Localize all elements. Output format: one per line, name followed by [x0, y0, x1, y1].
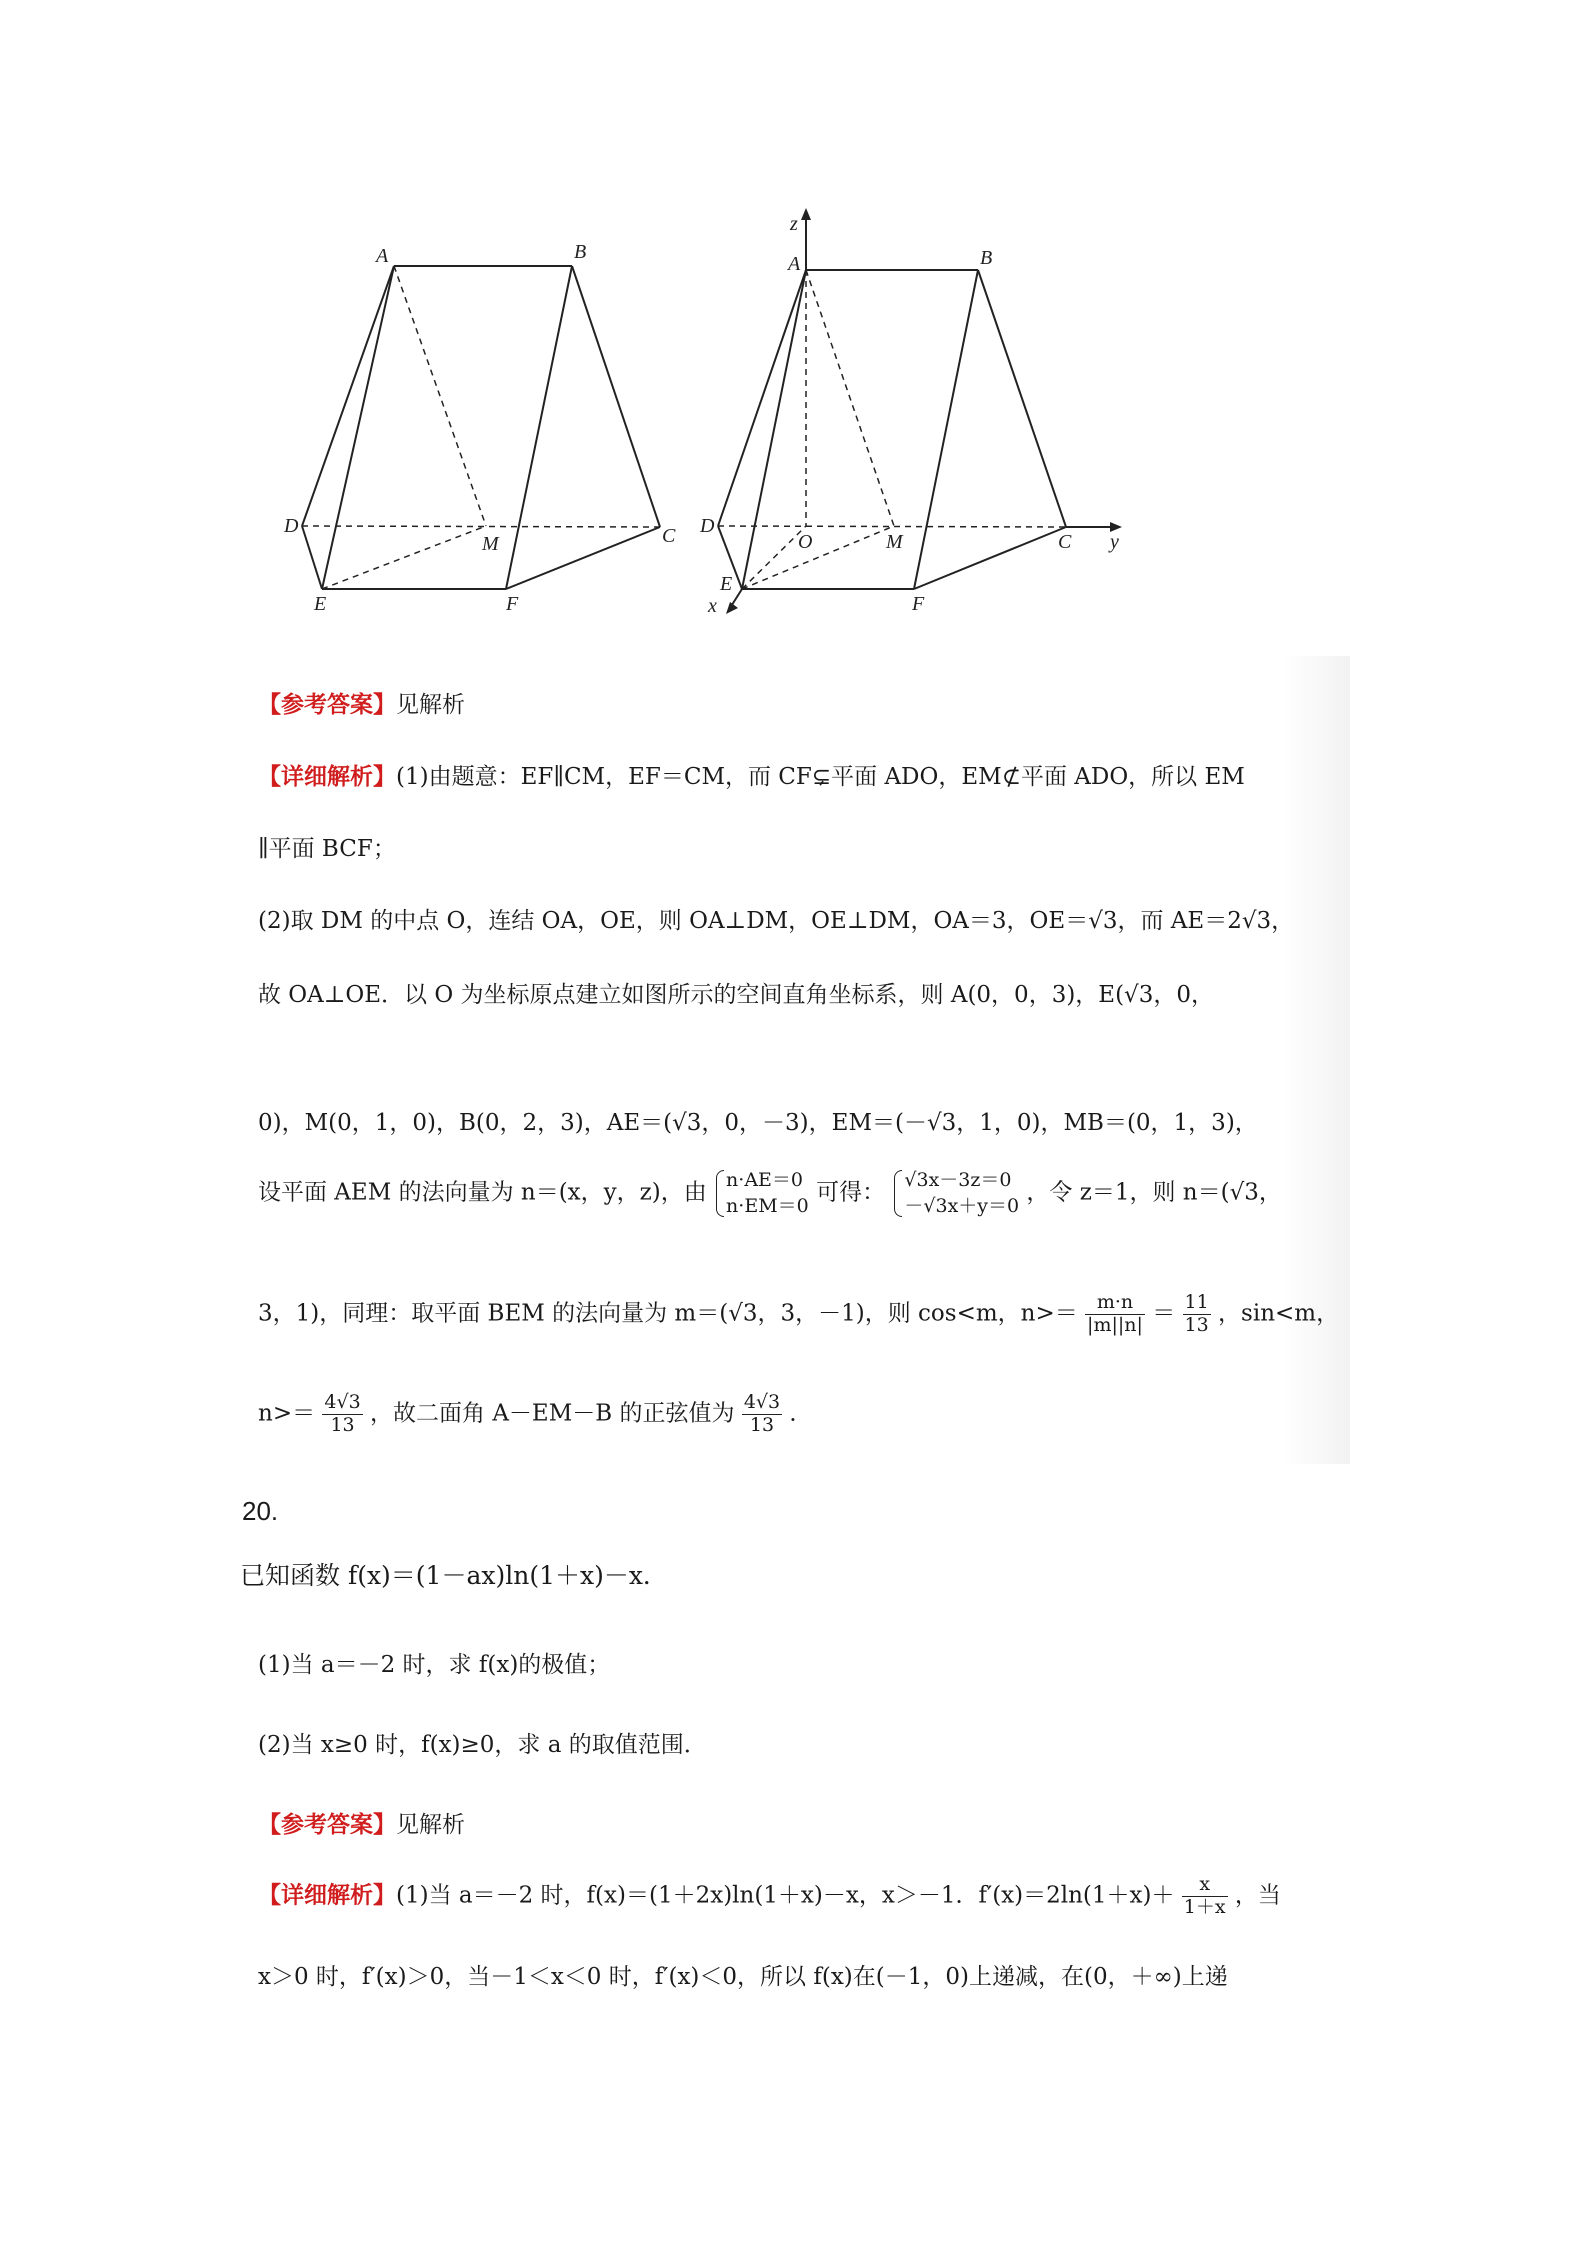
- geometry-figures: [0, 0, 1586, 660]
- question-stem: 已知函数 f(x)＝(1－ax)ln(1＋x)－x．: [240, 1561, 668, 1590]
- left-label-M: M: [482, 533, 499, 555]
- x-axis-arrow-icon: [726, 602, 738, 614]
- sin-value-num: 4√3: [324, 1391, 361, 1413]
- cos-value-fraction: [1183, 1292, 1211, 1337]
- z-axis-arrow-icon: [801, 208, 811, 220]
- q20-detail-post: ，当: [1234, 1882, 1281, 1909]
- system1-row-b: n·EM＝0: [726, 1194, 809, 1217]
- line6-post: ，令 z＝1，则 n＝(√3，: [1026, 1179, 1282, 1206]
- q20-detail-line-1: [258, 1874, 1281, 1919]
- detail-line-1: [258, 758, 1245, 791]
- system1-row-a: n·AE＝0: [726, 1169, 804, 1191]
- right-label-C: C: [1058, 531, 1072, 553]
- answer-line-19: [258, 686, 465, 719]
- right-label-D: D: [700, 515, 715, 537]
- left-label-B: B: [574, 241, 587, 263]
- line8-pre: n>＝: [258, 1400, 316, 1427]
- detail-line-4: 故 OA⊥OE．以 O 为坐标原点建立如图所示的空间直角坐标系，则 A(0，0，3)，E(√3，0，: [258, 982, 1214, 1008]
- detail-line-6: [258, 1168, 1282, 1219]
- sine-answer-num: 4√3: [743, 1391, 781, 1413]
- line6-pre: 设平面 AEM 的法向量为 n＝(x，y，z)，由: [258, 1179, 707, 1206]
- q20-detail-line-2: x＞0 时，f′(x)＞0，当－1＜x＜0 时，f′(x)＜0，所以 f(x)在(－1，0)上递减，在(0，＋∞)上递: [258, 1964, 1228, 1990]
- right-label-E: E: [720, 573, 733, 595]
- right-label-O: O: [798, 531, 813, 553]
- left-figure: [302, 266, 660, 589]
- answer-line-20: [258, 1806, 465, 1839]
- right-label-M: M: [886, 531, 903, 553]
- sine-answer-den: 13: [749, 1413, 775, 1436]
- line8-post: ．: [789, 1400, 813, 1427]
- equation-system-2: [892, 1168, 1019, 1219]
- right-label-F: F: [912, 593, 925, 615]
- answer-text-20: 见解析: [396, 1812, 465, 1838]
- right-label-A: A: [788, 253, 801, 275]
- derivative-fraction-den: 1＋x: [1183, 1895, 1226, 1918]
- system2-row-b: －√3x＋y＝0: [904, 1194, 1020, 1217]
- right-label-y: y: [1110, 531, 1119, 553]
- answer-text: 见解析: [396, 692, 465, 718]
- line7-eq: ＝: [1152, 1300, 1176, 1327]
- cos-fraction-num: m·n: [1085, 1292, 1145, 1315]
- left-label-C: C: [662, 525, 676, 547]
- line7-pre: 3，1)，同理：取平面 BEM 的法向量为 m＝(√3，3，－1)，则 cos<m，n>＝: [258, 1300, 1078, 1327]
- derivative-fraction-num: x: [1182, 1874, 1228, 1897]
- cos-fraction-den: |m||n|: [1087, 1313, 1143, 1336]
- detail-line-3: (2)取 DM 的中点 O，连结 OA，OE，则 OA⊥DM，OE⊥DM，OA＝3，OE＝√3，而 AE＝2√3，: [258, 908, 1295, 934]
- answer-tag-20: 【参考答案】: [258, 1811, 396, 1838]
- right-label-x: x: [708, 595, 717, 617]
- detail-line-2: ∥平面 BCF；: [258, 836, 396, 862]
- system2-row-a: √3x－3z＝0: [904, 1169, 1012, 1191]
- answer-tag: 【参考答案】: [258, 691, 396, 718]
- question-number: 20.: [242, 1496, 279, 1526]
- line6-mid: 可得：: [816, 1179, 886, 1206]
- question-part-1: (1)当 a＝－2 时，求 f(x)的极值；: [258, 1652, 611, 1678]
- cos-fraction: [1085, 1292, 1145, 1337]
- line7-post: ，sin<m，: [1218, 1300, 1340, 1327]
- q20-detail-pre: (1)当 a＝－2 时，f(x)＝(1＋2x)ln(1＋x)－x，x＞－1．f′(x)＝2ln(1＋x)＋: [396, 1882, 1175, 1909]
- detail-line-7: [258, 1292, 1339, 1337]
- right-label-z: z: [790, 213, 798, 235]
- detail-tag: 【详细解析】: [258, 763, 396, 790]
- sine-answer-fraction: [742, 1392, 782, 1437]
- left-label-D: D: [284, 515, 299, 537]
- right-label-B: B: [980, 247, 993, 269]
- detail-line-5: 0)，M(0，1，0)，B(0，2，3)，AE＝(√3，0，－3)，EM＝(－√3，1，0)，MB＝(0，1，3)，: [258, 1110, 1258, 1136]
- detail-tag-20: 【详细解析】: [258, 1881, 396, 1909]
- sin-value-den: 13: [330, 1413, 355, 1436]
- left-label-E: E: [314, 593, 327, 615]
- question-part-2: (2)当 x≥0 时，f(x)≥0，求 a 的取值范围．: [258, 1732, 707, 1758]
- sin-value-fraction: [322, 1392, 362, 1437]
- left-label-A: A: [376, 245, 389, 267]
- detail-line-8: [258, 1392, 812, 1437]
- left-label-F: F: [506, 593, 519, 615]
- detail-text-1: (1)由题意：EF∥CM，EF＝CM，而 CF⊊平面 ADO，EM⊄平面 ADO，所以 EM: [396, 764, 1245, 790]
- right-figure: [718, 215, 1114, 608]
- figure-svg: [0, 0, 1586, 660]
- equation-system-1: [714, 1168, 809, 1219]
- line8-mid: ，故二面角 A－EM－B 的正弦值为: [370, 1400, 735, 1427]
- derivative-fraction: [1182, 1874, 1228, 1919]
- cos-value-den: 13: [1184, 1313, 1209, 1336]
- cos-value-num: 11: [1184, 1291, 1209, 1313]
